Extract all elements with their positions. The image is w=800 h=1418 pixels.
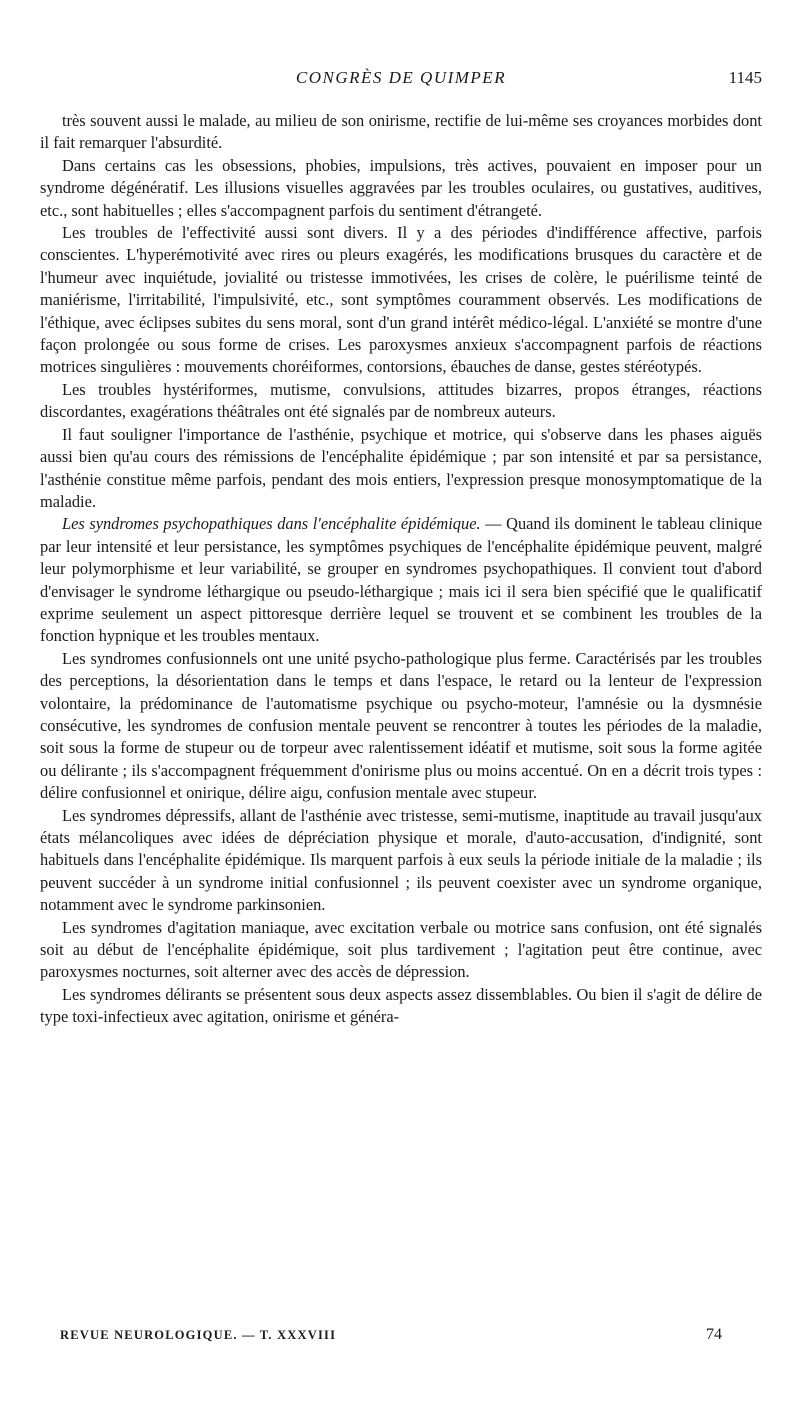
paragraph — [40, 917, 762, 984]
paragraph-text: Les troubles de l'effectivité aussi sont divers. Il y a des périodes d'indifférence affective, parfois conscientes. L'hyperémotivité avec rires ou pleurs exagérés, les modifications brusques du caractère et de l'humeur avec inquiétude, jovialité ou tristesse immotivées, les crises de colère, le puérilisme teinté de maniérisme, l'irritabilité, l'impulsivité, etc., sont symptômes couramment observés. Les modifications de l'éthique, avec éclipses subites du sens moral, sont d'un grand intérêt médico-légal. L'anxiété se montre d'une façon prolongée ou sous forme de crises. Les paroxysmes anxieux s'accompagnent parfois de réactions motrices singulières : mouvements choréiformes, contorsions, ébauches de danse, gestes stéréotypés. — [40, 223, 762, 377]
running-title: CONGRÈS DE QUIMPER — [295, 68, 507, 87]
paragraph — [40, 379, 762, 424]
journal-reference: REVUE NEUROLOGIQUE. — T. XXXVIII — [60, 1328, 337, 1342]
paragraph — [40, 805, 762, 917]
page-number: 1145 — [728, 68, 762, 87]
paragraph-text: Les syndromes confusionnels ont une unité psycho-pathologique plus ferme. Caractérisés par les troubles des perceptions, la désorientation dans le temps et dans l'espace, le retard ou la lenteur de l'expression volontaire, la prédominance de l'automatisme psychique ou psycho-moteur, l'amnésie ou la dysmnésie consécutive, les syndromes de confusion mentale peuvent se rencontrer à toutes les périodes de la maladie, soit sous la forme de stupeur ou de torpeur avec ralentissement idéatif et mutisme, soit sous la forme agitée ou délirante ; ils s'accompagnent fréquemment d'onirisme plus ou moins accentué. On en a décrit trois types : délire confusionnel et onirique, délire aigu, confusion mentale avec stupeur. — [40, 648, 762, 803]
paragraph-text: — Quand ils dominent le tableau clinique par leur intensité et leur persistance, les symptômes psychiques de l'encéphalite épidémique peuvent, malgré leur polymorphisme et leur variabilité, se grouper en syndromes psychopathiques. Il convient tout d'abord d'envisager le syndrome léthargique ou pseudo-léthargique ; mais ici il sera bien spécifié que le qualificatif exprime seulement un aspect pittoresque derrière lequel se trouvent et se combinent les troubles de la fonction hypnique et les troubles mentaux. — [40, 514, 762, 646]
paragraph — [40, 648, 762, 805]
paragraph-text: Dans certains cas les obsessions, phobies, impulsions, très actives, pouvaient en imposer pour un syndrome dégénératif. Les illusions visuelles aggravées par les troubles oculaires, ou gustatives, auditives, etc., sont habituelles ; elles s'accompagnent parfois du sentiment d'étrangeté. — [40, 155, 762, 220]
paragraph-text: très souvent aussi le malade, au milieu de son onirisme, rectifie de lui-même ses croyances morbides dont il fait remarquer l'absurdité. — [40, 111, 762, 153]
paragraph-text: Il faut souligner l'importance de l'asthénie, psychique et motrice, qui s'observe dans les phases aiguës aussi bien qu'au cours des rémissions de l'encéphalite épidémique ; par son intensité et par sa persistance, l'asthénie constitue même parfois, pendant des mois entiers, l'expression presque monosymptomatique de la maladie. — [40, 424, 762, 511]
paragraph — [40, 222, 762, 379]
signature-number: 74 — [706, 1326, 722, 1343]
paragraph — [40, 513, 762, 647]
paragraph-text: Les troubles hystériformes, mutisme, convulsions, attitudes bizarres, propos étranges, réactions discordantes, exagérations théâtrales ont été signalés par de nombreux auteurs. — [40, 379, 762, 422]
paragraph — [40, 155, 762, 222]
paragraph-text: Les syndromes dépressifs, allant de l'asthénie avec tristesse, semi-mutisme, inaptitude au travail jusqu'aux états mélancoliques avec idées de dépréciation physique et morale, d'auto-accusation, d'indignité, sont habituels dans l'encéphalite épidémique. Ils marquent parfois à eux seuls la période initiale de la maladie ; ils peuvent succéder à un syndrome initial confusionnel ; ils peuvent coexister avec un syndrome organique, notamment avec le syndrome parkinsonien. — [40, 805, 762, 915]
section-heading: Les syndromes psychopathiques dans l'encéphalite épidémique. — [62, 514, 481, 534]
paragraph-text: Les syndromes d'agitation maniaque, avec excitation verbale ou motrice sans confusion, ont été signalés soit au début de l'encéphalite épidémique, soit plus tardivement ; l'agitation peut être continue, avec paroxysmes nocturnes, soit alterner avec des accès de dépression. — [40, 917, 762, 982]
page-header — [40, 68, 762, 94]
paragraph — [40, 984, 762, 1029]
page-footer — [60, 1326, 722, 1348]
paragraph — [40, 110, 762, 155]
paragraph — [40, 424, 762, 514]
paragraph-text: Les syndromes délirants se présentent sous deux aspects assez dissemblables. Ou bien il s'agit de délire de type toxi-infectieux avec agitation, onirisme et généra- — [40, 984, 762, 1027]
body-text — [40, 110, 762, 1029]
